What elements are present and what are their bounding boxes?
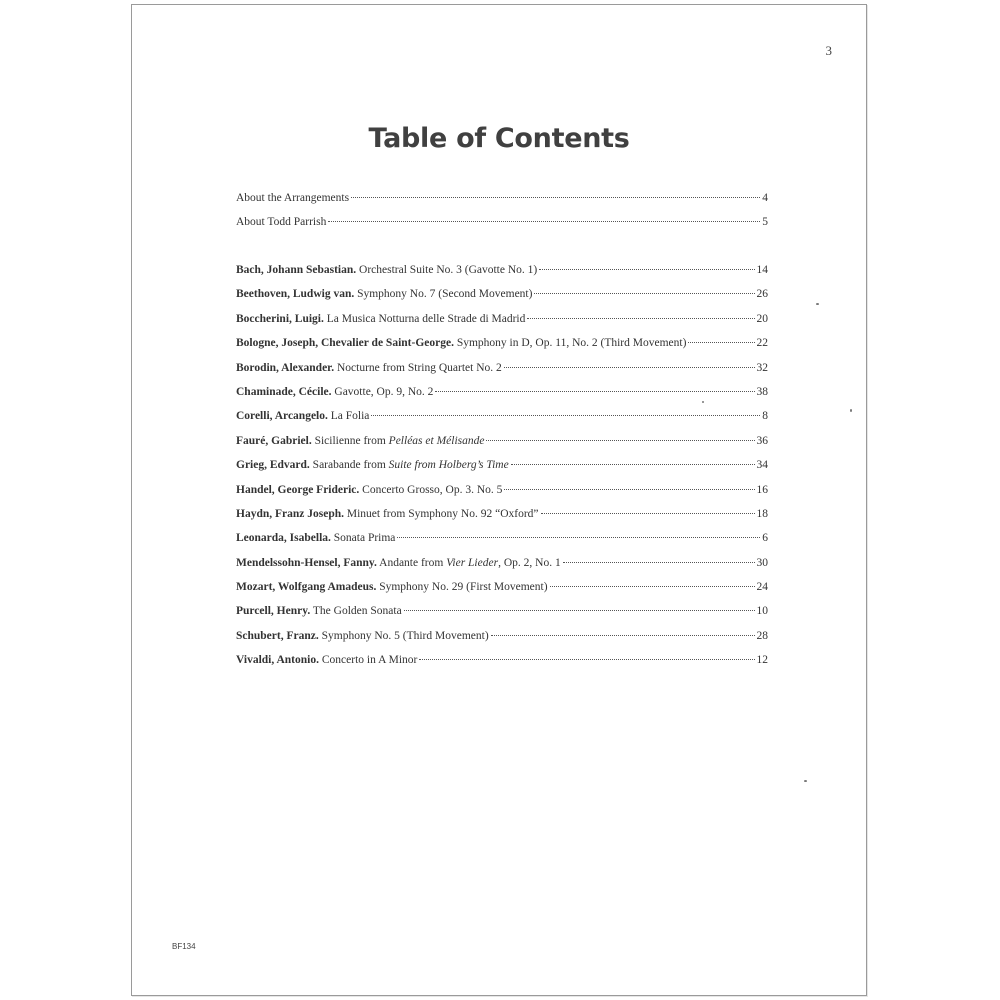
toc-row <box>236 337 768 361</box>
work-title: La Musica Notturna delle Strade di Madrid <box>323 312 526 325</box>
work-title: Andante from <box>376 556 447 569</box>
toc-page-number: 6 <box>762 532 768 545</box>
dot-leader <box>328 221 760 222</box>
work-title: Concerto Grosso, Op. 3. No. 5 <box>359 483 503 496</box>
page-number: 3 <box>825 43 832 58</box>
toc-row <box>236 410 768 434</box>
composer-name: Chaminade, Cécile. <box>236 385 332 398</box>
toc-entry <box>236 508 539 520</box>
composer-name: Bach, Johann Sebastian. <box>236 264 357 276</box>
toc-entry <box>236 654 417 666</box>
toc-entry-title: About Todd Parrish <box>236 216 327 229</box>
toc-row <box>236 532 768 556</box>
page-title: Table of Contents <box>368 123 630 154</box>
composer-name: Purcell, Henry. <box>236 605 311 618</box>
toc-row-front <box>236 216 768 240</box>
toc-row <box>236 508 768 532</box>
toc-row <box>236 557 768 581</box>
toc-page-number: 14 <box>756 264 768 276</box>
composer-name: Handel, George Frideric. <box>236 483 360 496</box>
composer-name: Corelli, Arcangelo. <box>236 410 328 423</box>
toc-entry <box>236 362 502 374</box>
dot-leader <box>541 513 755 514</box>
toc-page-number: 34 <box>756 459 768 472</box>
composer-name: Mozart, Wolfgang Amadeus. <box>236 581 377 594</box>
work-title-italic: Vier Lieder <box>446 556 499 569</box>
toc-page-number: 38 <box>756 385 768 398</box>
dot-leader <box>351 197 760 198</box>
toc-page-number: 28 <box>756 629 768 642</box>
work-title-italic: Pelléas et Mélisande <box>388 434 485 447</box>
toc-row <box>236 605 768 629</box>
dot-leader <box>534 293 754 294</box>
toc-row <box>236 288 768 312</box>
dot-leader <box>419 659 754 660</box>
work-title: Sicilienne from <box>311 434 389 447</box>
composer-name: Beethoven, Ludwig van. <box>236 288 355 301</box>
dot-leader <box>688 342 754 343</box>
toc-page-number: 4 <box>762 192 768 204</box>
paper-speck <box>702 401 704 403</box>
composer-name: Fauré, Gabriel. <box>236 434 312 447</box>
toc-row <box>236 386 768 410</box>
toc-page-number: 20 <box>756 312 768 325</box>
composer-name: Boccherini, Luigi. <box>236 312 324 325</box>
toc-row <box>236 362 768 386</box>
dot-leader <box>550 586 755 587</box>
dot-leader <box>404 610 755 611</box>
dot-leader <box>491 635 755 636</box>
toc-row <box>236 264 768 288</box>
dot-leader <box>371 415 760 416</box>
toc-row <box>236 459 768 483</box>
toc-row <box>236 313 768 337</box>
dot-leader <box>563 562 755 563</box>
work-title: La Folia <box>327 410 370 423</box>
dot-leader <box>504 367 755 368</box>
composer-name: Bologne, Joseph, Chevalier de Saint-George. <box>236 337 454 350</box>
toc-entry <box>236 313 525 325</box>
toc-page-number: 36 <box>756 434 768 447</box>
toc-page-number: 32 <box>756 361 768 374</box>
document-page <box>131 4 867 996</box>
dot-leader <box>527 318 754 319</box>
work-title: Symphony No. 7 (Second Movement) <box>354 288 533 301</box>
toc-entry <box>236 337 686 349</box>
toc-page-number: 18 <box>756 507 768 520</box>
dot-leader <box>486 440 754 441</box>
dot-leader <box>511 464 755 465</box>
toc-page-number: 10 <box>756 605 768 618</box>
toc-row-front <box>236 192 768 216</box>
paper-speck <box>804 780 807 782</box>
toc-page-number: 12 <box>756 654 768 667</box>
toc-entry <box>236 581 548 593</box>
composer-list <box>236 264 768 679</box>
catalog-code: BF134 <box>172 942 196 951</box>
composer-name: Borodin, Alexander. <box>236 361 335 374</box>
dot-leader <box>435 391 754 392</box>
toc-row <box>236 435 768 459</box>
toc-row <box>236 484 768 508</box>
work-title: Orchestral Suite No. 3 (Gavotte No. 1) <box>356 264 538 276</box>
toc-entry <box>236 557 561 569</box>
composer-name: Haydn, Franz Joseph. <box>236 507 344 520</box>
toc-page-number: 30 <box>756 556 768 569</box>
dot-leader <box>539 269 754 270</box>
paper-speck <box>850 409 852 412</box>
toc-row <box>236 581 768 605</box>
toc-entry <box>236 410 369 422</box>
work-title: Nocturne from String Quartet No. 2 <box>334 361 502 374</box>
work-title: Minuet from Symphony No. 92 “Oxford” <box>344 507 539 520</box>
work-title: Concerto in A Minor <box>318 654 418 667</box>
toc-page-number: 22 <box>756 337 768 350</box>
toc-page-number: 5 <box>762 216 768 229</box>
toc-page-number: 26 <box>756 288 768 301</box>
toc-entry <box>236 288 532 300</box>
toc-entry-title: About the Arrangements <box>236 192 350 204</box>
toc-entry <box>236 459 509 471</box>
composer-name: Grieg, Edvard. <box>236 459 310 472</box>
composer-name: Leonarda, Isabella. <box>236 532 331 545</box>
toc-page-number: 8 <box>762 410 768 423</box>
paper-speck <box>816 303 819 305</box>
work-title: Sarabande from <box>309 459 389 472</box>
work-title: Symphony No. 29 (First Movement) <box>376 581 548 594</box>
work-title: Symphony No. 5 (Third Movement) <box>318 629 489 642</box>
work-title-italic: Suite from Holberg’s Time <box>388 459 509 472</box>
toc-entry <box>236 484 502 496</box>
toc-entry <box>236 435 484 447</box>
toc-page-number: 16 <box>756 483 768 496</box>
toc-row <box>236 654 768 678</box>
toc-row <box>236 630 768 654</box>
toc-entry <box>236 532 395 544</box>
composer-name: Vivaldi, Antonio. <box>236 654 319 667</box>
work-title-tail: , Op. 2, No. 1 <box>498 556 561 569</box>
composer-name: Schubert, Franz. <box>236 629 319 642</box>
composer-name: Mendelssohn-Hensel, Fanny. <box>236 556 377 569</box>
front-matter-list <box>236 192 768 241</box>
work-title: The Golden Sonata <box>310 605 402 618</box>
work-title: Symphony in D, Op. 11, No. 2 (Third Movement) <box>453 337 687 350</box>
toc-page-number: 24 <box>756 581 768 594</box>
toc-entry <box>236 386 433 398</box>
toc-entry <box>236 605 402 617</box>
work-title: Gavotte, Op. 9, No. 2 <box>331 385 434 398</box>
toc-entry <box>236 264 537 276</box>
dot-leader <box>397 537 760 538</box>
toc-entry <box>236 630 489 642</box>
work-title: Sonata Prima <box>330 532 396 545</box>
dot-leader <box>504 489 754 490</box>
